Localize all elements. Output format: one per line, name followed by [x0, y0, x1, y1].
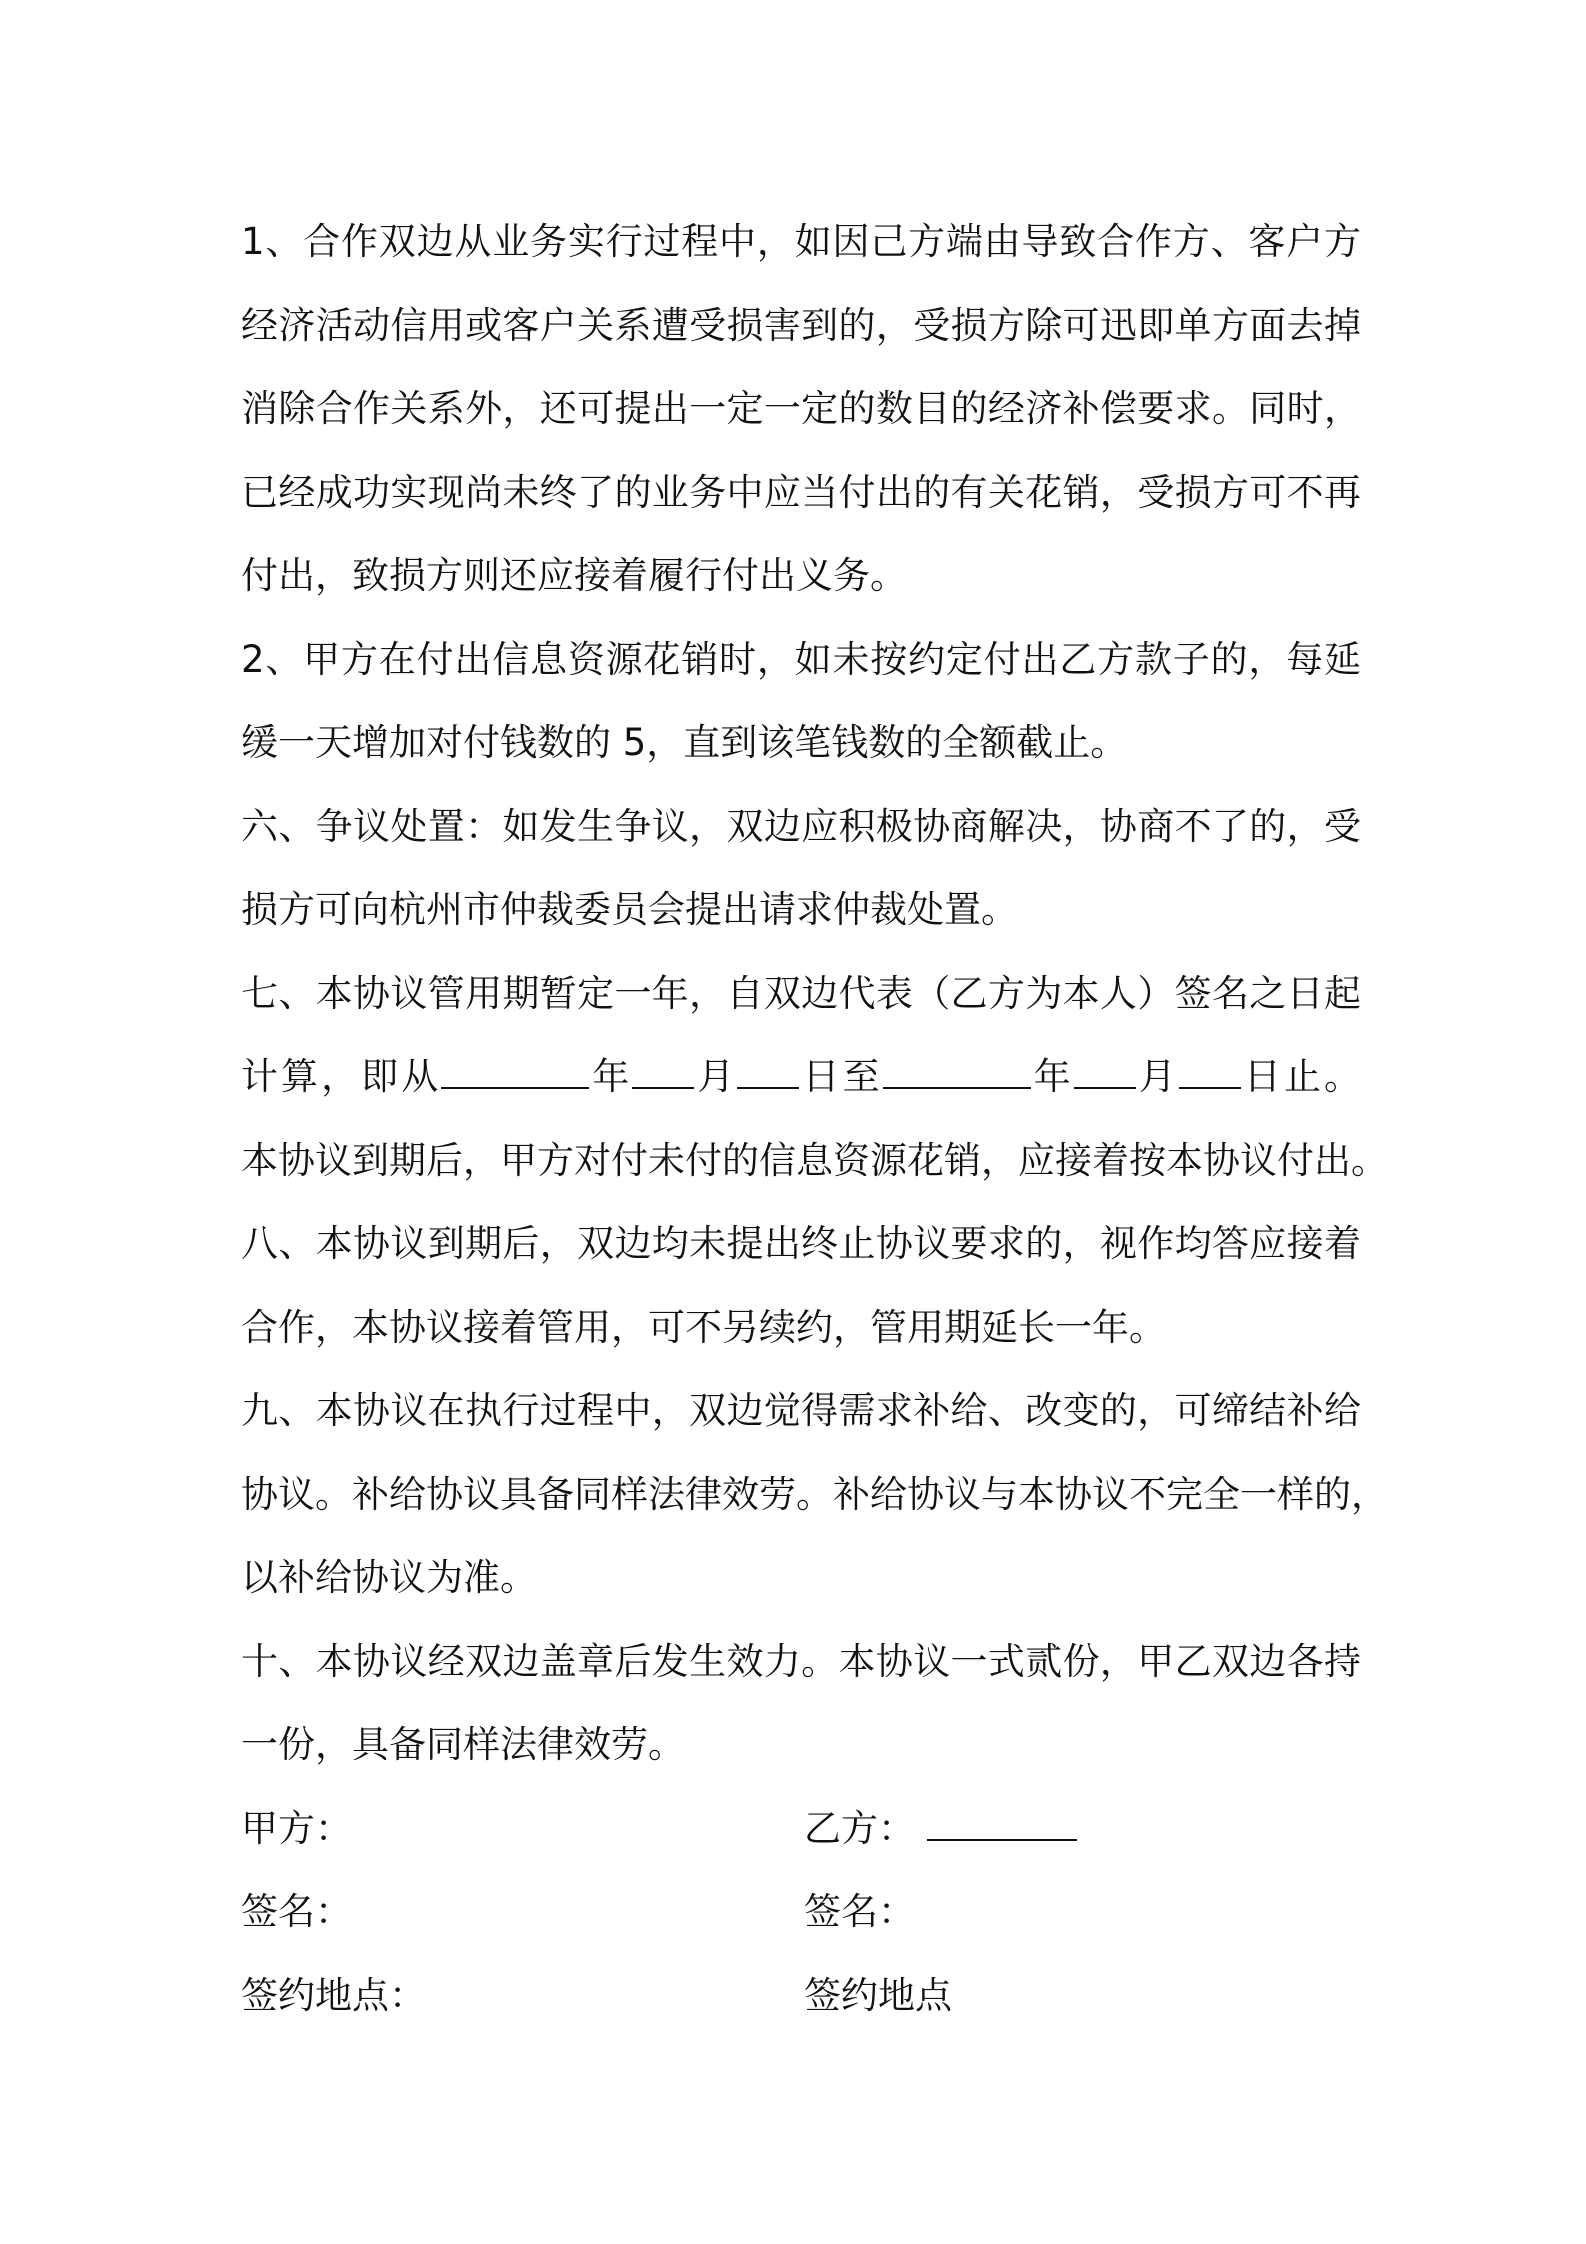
date-range-line	[241, 1035, 1361, 1119]
month-label: 月	[1135, 1055, 1179, 1098]
place-a-label: 签约地点：	[241, 1973, 426, 2017]
clause-line: 九、本协议在执行过程中，双边觉得需求补给、改变的，可缔结补给	[241, 1389, 1361, 1432]
start-day-blank[interactable]	[737, 1059, 799, 1089]
clause-line: 缓一天增加对付钱数的 5，直到该笔钱数的全额截止。	[241, 721, 1128, 764]
party-b-blank[interactable]	[927, 1809, 1077, 1841]
year-label: 年	[1030, 1055, 1074, 1098]
place-row	[241, 1954, 1361, 2038]
clause-line: 付出，致损方则还应接着履行付出义务。	[241, 554, 907, 597]
clause-supplement	[241, 1369, 1388, 1620]
clause-line: 六、争议处置：如发生争议，双边应积极协商解决，协商不了的，受	[241, 804, 1361, 848]
clause-line: 2、甲方在付出信息资源花销时，如未按约定付出乙方款子的，每延	[241, 637, 1361, 681]
clause-line: 以补给协议为准。	[241, 1556, 537, 1599]
clause-line: 已经成功实现尚未终了的业务中应当付出的有关花销，受损方可不再	[241, 470, 1361, 514]
clause-dispute	[241, 785, 1361, 952]
clause-line: 损方可向杭州市仲裁委员会提出请求仲裁处置。	[241, 888, 1018, 931]
end-day-blank[interactable]	[1179, 1059, 1241, 1089]
document-page	[241, 200, 1388, 2037]
clause-1	[241, 200, 1361, 618]
party-b-label: 乙方：	[804, 1806, 915, 1850]
clause-line: 消除合作关系外，还可提出一定一定的数目的经济补偿要求。同时，	[241, 387, 1361, 430]
sign-a-label: 签名：	[241, 1890, 352, 1933]
clause-line: 1、合作双边从业务实行过程中，如因己方端由导致合作方、客户方	[241, 220, 1361, 263]
sign-b-label: 签名：	[804, 1890, 915, 1933]
clause-line: 协议。补给协议具备同样法律效劳。补给协议与本协议不完全一样的，	[241, 1472, 1388, 1516]
party-a-label: 甲方：	[241, 1806, 352, 1850]
month-label: 月	[694, 1055, 738, 1098]
day-end-label: 日止。	[1240, 1055, 1362, 1098]
signature-row	[241, 1870, 1361, 1954]
party-b-field	[804, 1787, 1077, 1871]
clause-line: 八、本协议到期后，双边均未提出终止协议要求的，视作均答应接着	[241, 1222, 1361, 1265]
end-month-blank[interactable]	[1074, 1059, 1136, 1089]
date-prefix: 计算，即从	[241, 1055, 442, 1098]
start-year-blank[interactable]	[441, 1059, 589, 1089]
clause-line: 七、本协议管用期暂定一年，自双边代表（乙方为本人）签名之日起	[241, 971, 1361, 1015]
year-label: 年	[589, 1055, 633, 1098]
clause-line: 合作，本协议接着管用，可不另续约，管用期延长一年。	[241, 1305, 1166, 1349]
clause-validity	[241, 952, 1388, 1203]
clause-line: 经济活动信用或客户关系遭受损害到的，受损方除可迅即单方面去掉	[241, 303, 1361, 347]
end-year-blank[interactable]	[883, 1059, 1031, 1089]
place-b-label: 签约地点	[804, 1973, 952, 2017]
clause-line: 十、本协议经双边盖章后发生效力。本协议一式贰份，甲乙双边各持	[241, 1639, 1361, 1683]
clause-2	[241, 618, 1361, 785]
clause-line: 本协议到期后，甲方对付未付的信息资源花销，应接着按本协议付出。	[241, 1138, 1388, 1182]
party-row	[241, 1787, 1361, 1871]
start-month-blank[interactable]	[632, 1059, 694, 1089]
clause-renewal	[241, 1202, 1361, 1369]
day-to-label: 日至	[799, 1055, 883, 1098]
clause-line: 一份，具备同样法律效劳。	[241, 1723, 685, 1766]
clause-effect	[241, 1620, 1361, 1787]
